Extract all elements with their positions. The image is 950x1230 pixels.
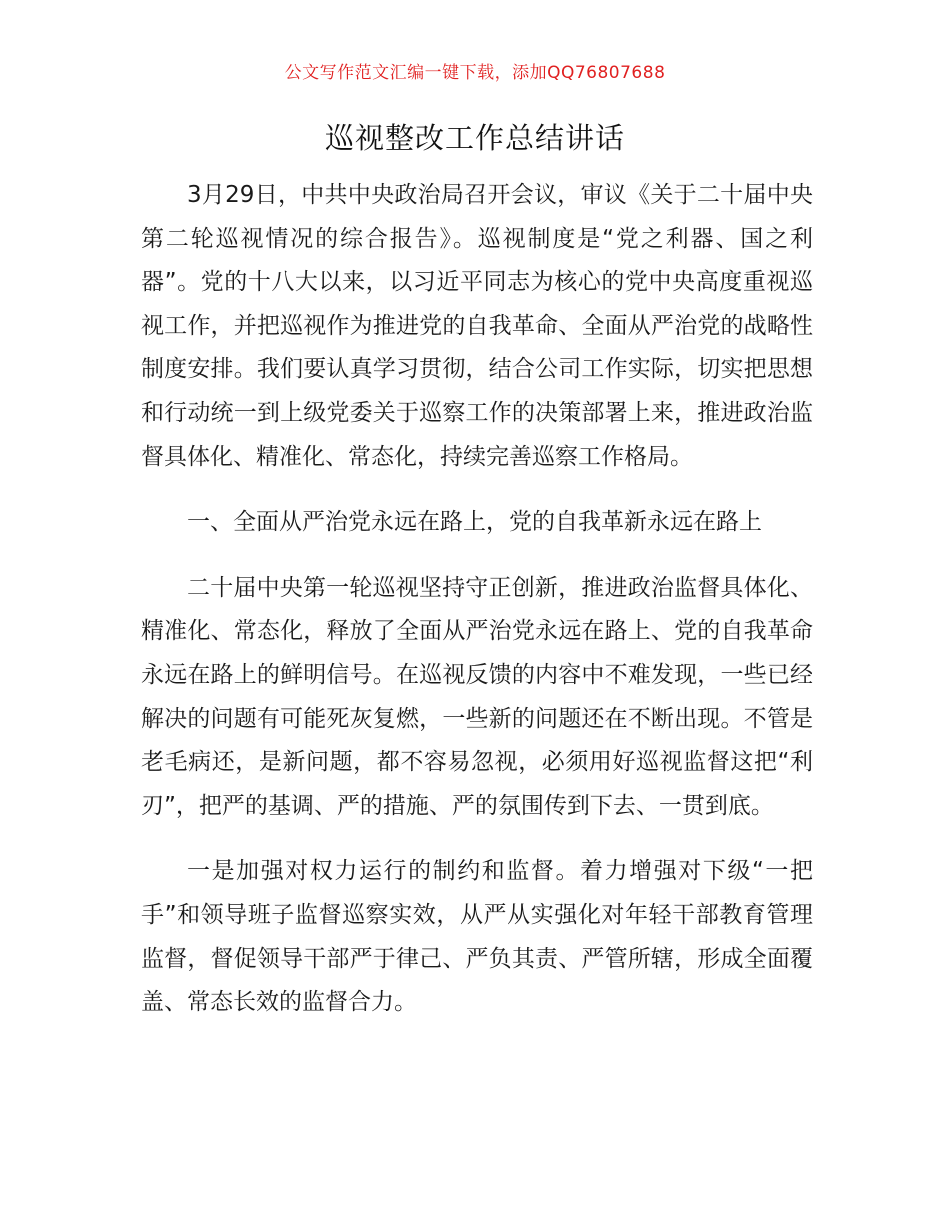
paragraph-point-1: 一是加强对权力运行的制约和监督。着力增强对下级“一把手”和领导班子监督巡察实效，从严从实强化对年轻干部教育管理监督，督促领导干部严于律己、严负其责、严管所辖，形成全面覆盖、常态长效的监督合力。 [141,858,813,1016]
paragraph-intro: 3月29日，中共中央政治局召开会议，审议《关于二十届中央第二轮巡视情况的综合报告》。巡视制度是“党之利器、国之利器”。党的十八大以来，以习近平同志为核心的党中央高度重视巡视工作，并把巡视作为推进党的自我革命、全面从严治党的战略性制度安排。我们要认真学习贯彻，结合公司工作实际，切实把思想和行动统一到上级党委关于巡察工作的决策部署上来，推进政治监督具体化、精准化、常态化，持续完善巡察工作格局。 [141,182,813,470]
document-body [141,174,813,1047]
document-title: 巡视整改工作总结讲话 [324,121,625,155]
paragraph-section-1: 二十届中央第一轮巡视坚持守正创新，推进政治监督具体化、精准化、常态化，释放了全面从严治党永远在路上、党的自我革命永远在路上的鲜明信号。在巡视反馈的内容中不难发现，一些已经解决的问题有可能死灰复燃，一些新的问题还在不断出现。不管是老毛病还，是新问题，都不容易忽视，必须用好巡视监督这把“利刃”，把严的基调、严的措施、严的氛围传到下去、一贯到底。 [141,574,813,819]
header-download-note: 公文写作范文汇编一键下载，添加QQ76807688 [284,63,666,83]
section-heading-1: 一、全面从严治党永远在路上，党的自我革新永远在路上 [187,509,762,536]
